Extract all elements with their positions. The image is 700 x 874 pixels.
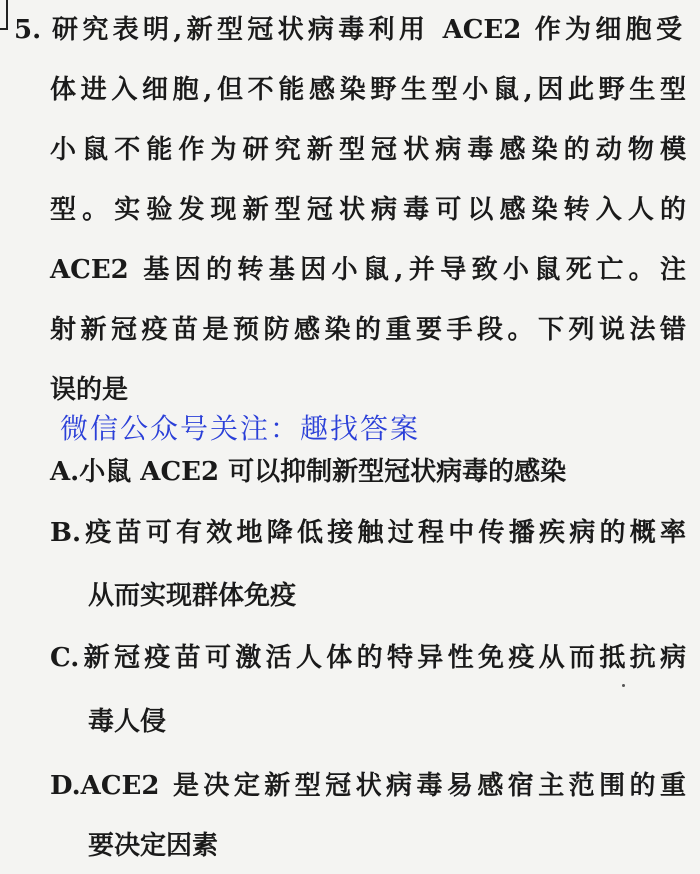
stem-line-1: 研究表明,新型冠状病毒利用 ACE2 作为细胞受 — [52, 15, 682, 45]
watermark: 微信公众号关注：趣找答案 — [60, 412, 421, 445]
speck — [622, 684, 625, 687]
option-a-text: 小鼠 ACE2 可以抑制新型冠状病毒的感染 — [79, 457, 567, 487]
question-number: 5. — [14, 15, 42, 45]
option-d-text: ACE2 是决定新型冠状病毒易感宿主范围的重 — [80, 771, 686, 801]
option-b-label: B. — [50, 518, 82, 548]
stem-line-7: 误的是 — [50, 375, 129, 405]
option-d — [50, 770, 686, 802]
option-a — [50, 456, 650, 488]
option-a-label: A. — [50, 457, 80, 487]
option-b-continuation: 从而实现群体免疫 — [88, 581, 297, 611]
option-d-continuation: 要决定因素 — [88, 831, 219, 861]
option-b — [50, 517, 686, 549]
option-b-text: 疫苗可有效地降低接触过程中传播疾病的概率 — [81, 518, 686, 548]
option-c-text: 新冠疫苗可激活人体的特异性免疫从而抵抗病 — [79, 643, 686, 673]
stem-line-3: 小鼠不能作为研究新型冠状病毒感染的动物模 — [50, 135, 686, 165]
option-c-label: C. — [50, 643, 80, 673]
option-c-continuation: 毒人侵 — [88, 707, 167, 737]
stem-line-4: 型。实验发现新型冠状病毒可以感染转入人的 — [50, 195, 686, 225]
stem-line-5: ACE2 基因的转基因小鼠,并导致小鼠死亡。注 — [50, 255, 686, 285]
option-d-label: D. — [50, 771, 81, 801]
stem-line-2: 体进入细胞,但不能感染野生型小鼠,因此野生型 — [50, 75, 686, 105]
stem-line-6: 射新冠疫苗是预防感染的重要手段。下列说法错 — [50, 315, 686, 345]
page-edge-mark — [0, 0, 8, 30]
option-c — [50, 642, 686, 674]
